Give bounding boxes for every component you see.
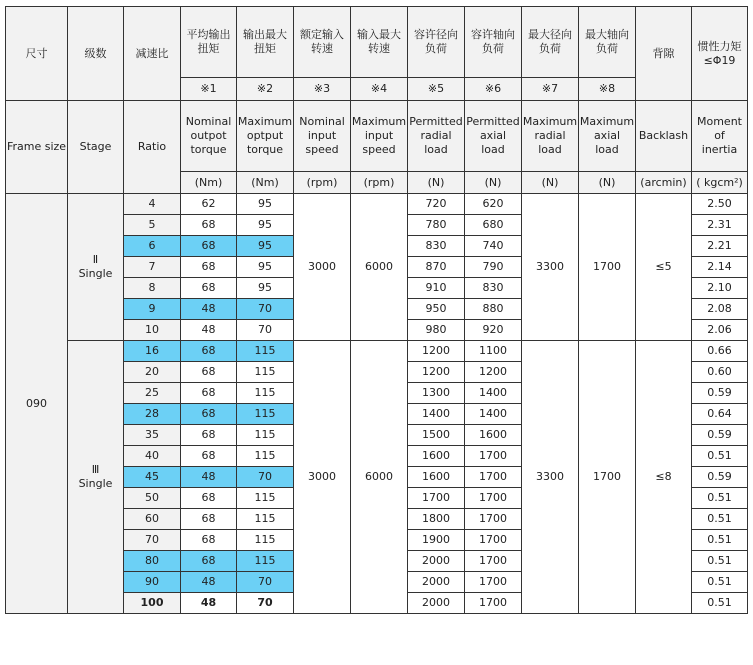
moment-cell: 2.06	[692, 320, 748, 341]
moment-cell: 0.51	[692, 488, 748, 509]
max-torque-cell: 115	[237, 383, 294, 404]
nominal-torque-cell: 68	[181, 425, 237, 446]
unit-moment: ( kgcm²)	[692, 172, 748, 194]
max-torque-cell: 70	[237, 467, 294, 488]
unit-max-speed: (rpm)	[351, 172, 408, 194]
moment-cell: 2.14	[692, 257, 748, 278]
axial-load-cell: 1200	[465, 362, 522, 383]
max-radial-cell: 3300	[522, 341, 579, 614]
moment-cell: 0.59	[692, 383, 748, 404]
max-torque-cell: 115	[237, 362, 294, 383]
stage-cell: Ⅱ Single	[68, 194, 124, 341]
radial-load-cell: 1700	[408, 488, 465, 509]
ratio-cell: 80	[124, 551, 181, 572]
axial-load-cell: 1400	[465, 404, 522, 425]
radial-load-cell: 1200	[408, 362, 465, 383]
nominal-torque-cell: 68	[181, 446, 237, 467]
max-speed-cell: 6000	[351, 194, 408, 341]
radial-load-cell: 1500	[408, 425, 465, 446]
axial-load-cell: 1700	[465, 467, 522, 488]
max-torque-cell: 115	[237, 509, 294, 530]
hdr-frame-en: Frame size	[6, 101, 68, 194]
radial-load-cell: 1900	[408, 530, 465, 551]
axial-load-cell: 1400	[465, 383, 522, 404]
hdr-moment-en: Moment of inertia	[692, 101, 748, 172]
nominal-torque-cell: 62	[181, 194, 237, 215]
radial-load-cell: 980	[408, 320, 465, 341]
note-2: ※2	[237, 78, 294, 101]
note-1: ※1	[181, 78, 237, 101]
max-speed-cell: 6000	[351, 341, 408, 614]
max-torque-cell: 70	[237, 320, 294, 341]
spec-table	[5, 6, 748, 614]
moment-cell: 0.51	[692, 530, 748, 551]
ratio-cell: 6	[124, 236, 181, 257]
ratio-cell: 50	[124, 488, 181, 509]
backlash-cell: ≤8	[636, 341, 692, 614]
radial-load-cell: 780	[408, 215, 465, 236]
moment-cell: 2.21	[692, 236, 748, 257]
max-torque-cell: 115	[237, 341, 294, 362]
hdr-axial-load-en: Permitted axial load	[465, 101, 522, 172]
ratio-cell: 9	[124, 299, 181, 320]
moment-cell: 2.08	[692, 299, 748, 320]
hdr-stage-en: Stage	[68, 101, 124, 194]
note-6: ※6	[465, 78, 522, 101]
max-torque-cell: 95	[237, 257, 294, 278]
hdr-nominal-speed-zh: 额定输入 转速	[294, 7, 351, 78]
backlash-cell: ≤5	[636, 194, 692, 341]
nominal-torque-cell: 68	[181, 488, 237, 509]
ratio-cell: 40	[124, 446, 181, 467]
hdr-radial-load-en: Permitted radial load	[408, 101, 465, 172]
hdr-backlash-zh: 背隙	[636, 7, 692, 101]
note-8: ※8	[579, 78, 636, 101]
unit-axial-load: (N)	[465, 172, 522, 194]
nominal-torque-cell: 68	[181, 362, 237, 383]
nominal-torque-cell: 48	[181, 320, 237, 341]
radial-load-cell: 910	[408, 278, 465, 299]
max-torque-cell: 115	[237, 488, 294, 509]
ratio-cell: 45	[124, 467, 181, 488]
frame-size-cell: 090	[6, 194, 68, 614]
ratio-cell: 10	[124, 320, 181, 341]
max-torque-cell: 115	[237, 446, 294, 467]
hdr-max-speed-en: Maximum input speed	[351, 101, 408, 172]
unit-nominal-torque: (Nm)	[181, 172, 237, 194]
radial-load-cell: 1200	[408, 341, 465, 362]
axial-load-cell: 830	[465, 278, 522, 299]
axial-load-cell: 1700	[465, 488, 522, 509]
ratio-cell: 60	[124, 509, 181, 530]
nominal-torque-cell: 48	[181, 572, 237, 593]
unit-radial-load: (N)	[408, 172, 465, 194]
max-torque-cell: 95	[237, 278, 294, 299]
radial-load-cell: 720	[408, 194, 465, 215]
header-row-zh	[6, 7, 748, 78]
nominal-torque-cell: 68	[181, 509, 237, 530]
max-torque-cell: 115	[237, 425, 294, 446]
moment-cell: 0.60	[692, 362, 748, 383]
axial-load-cell: 1100	[465, 341, 522, 362]
hdr-radial-load-zh: 容许径向 负荷	[408, 7, 465, 78]
radial-load-cell: 1600	[408, 467, 465, 488]
radial-load-cell: 2000	[408, 593, 465, 614]
axial-load-cell: 1700	[465, 509, 522, 530]
hdr-max-radial-zh: 最大径向 负荷	[522, 7, 579, 78]
radial-load-cell: 2000	[408, 572, 465, 593]
hdr-max-axial-zh: 最大轴向 负荷	[579, 7, 636, 78]
max-torque-cell: 70	[237, 572, 294, 593]
radial-load-cell: 1600	[408, 446, 465, 467]
radial-load-cell: 1800	[408, 509, 465, 530]
ratio-cell: 35	[124, 425, 181, 446]
nominal-torque-cell: 68	[181, 404, 237, 425]
nominal-torque-cell: 68	[181, 278, 237, 299]
note-5: ※5	[408, 78, 465, 101]
ratio-cell: 90	[124, 572, 181, 593]
nominal-speed-cell: 3000	[294, 194, 351, 341]
axial-load-cell: 1700	[465, 446, 522, 467]
unit-max-torque: (Nm)	[237, 172, 294, 194]
max-axial-cell: 1700	[579, 341, 636, 614]
nominal-torque-cell: 68	[181, 215, 237, 236]
ratio-cell: 16	[124, 341, 181, 362]
radial-load-cell: 870	[408, 257, 465, 278]
max-torque-cell: 115	[237, 404, 294, 425]
ratio-cell: 20	[124, 362, 181, 383]
hdr-frame-zh: 尺寸	[6, 7, 68, 101]
max-torque-cell: 95	[237, 194, 294, 215]
unit-nominal-speed: (rpm)	[294, 172, 351, 194]
ratio-cell: 8	[124, 278, 181, 299]
hdr-max-radial-en: Maximum radial load	[522, 101, 579, 172]
moment-cell: 2.10	[692, 278, 748, 299]
max-radial-cell: 3300	[522, 194, 579, 341]
moment-cell: 2.31	[692, 215, 748, 236]
nominal-torque-cell: 68	[181, 551, 237, 572]
moment-cell: 0.64	[692, 404, 748, 425]
note-3: ※3	[294, 78, 351, 101]
table-row	[6, 194, 748, 215]
axial-load-cell: 790	[465, 257, 522, 278]
axial-load-cell: 880	[465, 299, 522, 320]
note-4: ※4	[351, 78, 408, 101]
nominal-torque-cell: 68	[181, 530, 237, 551]
axial-load-cell: 920	[465, 320, 522, 341]
radial-load-cell: 1400	[408, 404, 465, 425]
axial-load-cell: 1700	[465, 551, 522, 572]
radial-load-cell: 1300	[408, 383, 465, 404]
nominal-torque-cell: 68	[181, 383, 237, 404]
ratio-cell: 5	[124, 215, 181, 236]
moment-cell: 0.66	[692, 341, 748, 362]
axial-load-cell: 1700	[465, 530, 522, 551]
nominal-torque-cell: 48	[181, 593, 237, 614]
max-torque-cell: 70	[237, 299, 294, 320]
axial-load-cell: 620	[465, 194, 522, 215]
moment-cell: 0.59	[692, 467, 748, 488]
max-axial-cell: 1700	[579, 194, 636, 341]
moment-cell: 2.50	[692, 194, 748, 215]
nominal-torque-cell: 68	[181, 341, 237, 362]
note-7: ※7	[522, 78, 579, 101]
nominal-torque-cell: 48	[181, 299, 237, 320]
hdr-backlash-en: Backlash	[636, 101, 692, 172]
ratio-cell: 70	[124, 530, 181, 551]
moment-cell: 0.59	[692, 425, 748, 446]
max-torque-cell: 95	[237, 215, 294, 236]
axial-load-cell: 1700	[465, 572, 522, 593]
axial-load-cell: 740	[465, 236, 522, 257]
hdr-moment-zh: 惯性力矩 ≤Φ19	[692, 7, 748, 101]
nominal-torque-cell: 48	[181, 467, 237, 488]
hdr-max-torque-zh: 输出最大 扭矩	[237, 7, 294, 78]
radial-load-cell: 2000	[408, 551, 465, 572]
hdr-axial-load-zh: 容许轴向 负荷	[465, 7, 522, 78]
nominal-torque-cell: 68	[181, 236, 237, 257]
header-row-en	[6, 101, 748, 172]
hdr-nominal-torque-en: Nominal outpot torque	[181, 101, 237, 172]
ratio-cell: 100	[124, 593, 181, 614]
ratio-cell: 4	[124, 194, 181, 215]
moment-cell: 0.51	[692, 551, 748, 572]
unit-max-axial: (N)	[579, 172, 636, 194]
moment-cell: 0.51	[692, 572, 748, 593]
unit-backlash: (arcmin)	[636, 172, 692, 194]
nominal-speed-cell: 3000	[294, 341, 351, 614]
hdr-max-torque-en: Maximum optput torque	[237, 101, 294, 172]
hdr-max-axial-en: Maximum axial load	[579, 101, 636, 172]
axial-load-cell: 1700	[465, 593, 522, 614]
hdr-ratio-zh: 减速比	[124, 7, 181, 101]
hdr-nominal-torque-zh: 平均输出 扭矩	[181, 7, 237, 78]
hdr-nominal-speed-en: Nominal input speed	[294, 101, 351, 172]
unit-max-radial: (N)	[522, 172, 579, 194]
max-torque-cell: 70	[237, 593, 294, 614]
ratio-cell: 25	[124, 383, 181, 404]
ratio-cell: 7	[124, 257, 181, 278]
max-torque-cell: 115	[237, 551, 294, 572]
radial-load-cell: 950	[408, 299, 465, 320]
hdr-max-speed-zh: 输入最大 转速	[351, 7, 408, 78]
hdr-ratio-en: Ratio	[124, 101, 181, 194]
moment-cell: 0.51	[692, 446, 748, 467]
nominal-torque-cell: 68	[181, 257, 237, 278]
table-row	[6, 341, 748, 362]
moment-cell: 0.51	[692, 593, 748, 614]
radial-load-cell: 830	[408, 236, 465, 257]
ratio-cell: 28	[124, 404, 181, 425]
axial-load-cell: 680	[465, 215, 522, 236]
hdr-stage-zh: 级数	[68, 7, 124, 101]
axial-load-cell: 1600	[465, 425, 522, 446]
max-torque-cell: 95	[237, 236, 294, 257]
max-torque-cell: 115	[237, 530, 294, 551]
moment-cell: 0.51	[692, 509, 748, 530]
stage-cell: Ⅲ Single	[68, 341, 124, 614]
